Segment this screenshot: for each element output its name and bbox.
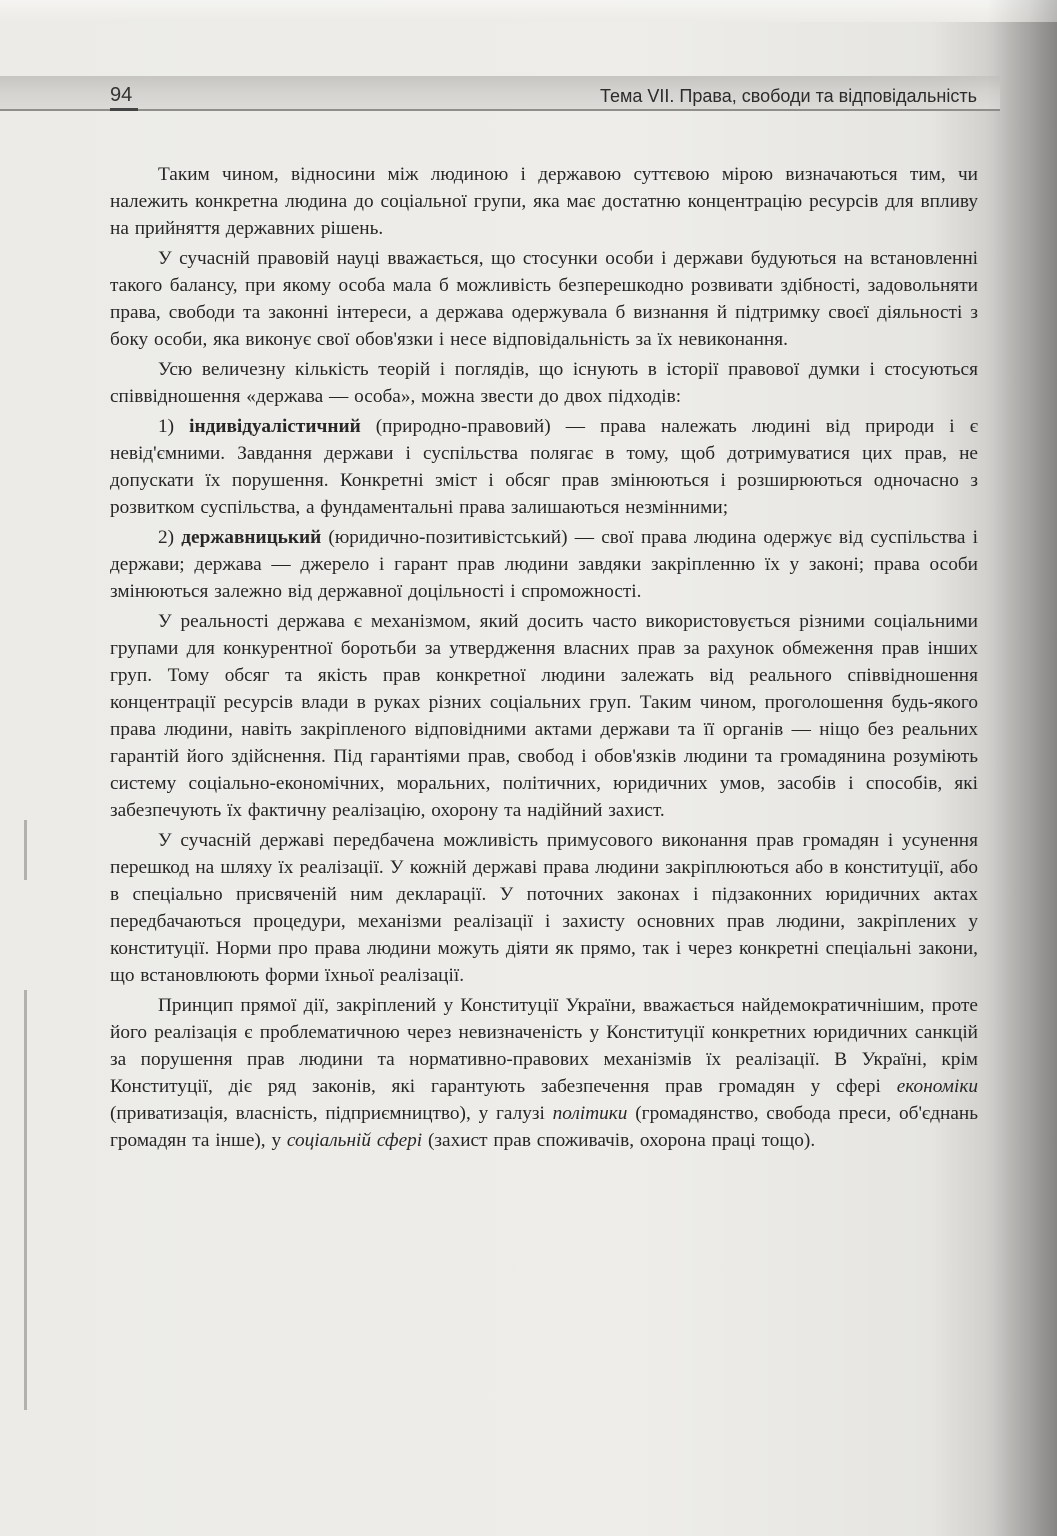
paragraph-7: У сучасній державі передбачена можливість примусового виконання прав громадян і усунення перешкод на шляху їх реалізації. У кожній державі права людини закріплюються або в конституції, або в спеціально присвяченій ним декларації. У поточних законах і підзаконних юридичних актах передбачаються процедури, механізми реалізації і захисту основних прав людини, закріплених у конституції. Норми про права людини можуть діяти як прямо, так і через конкретні спеціальні закони, що встановлюють форми їхньої реалізації. xyxy=(110,830,978,986)
term-economy: економіки xyxy=(896,1076,978,1097)
paragraph-approach-1 xyxy=(110,413,978,521)
paragraph-2: У сучасній правовій науці вважається, що стосунки особи і держави будуються на встановленні такого балансу, при якому особа мала б можливість безперешкодно розвивати здібності, задовольняти права, свободи та законні інтереси, а держава одержувала б визнання й підтримку своєї діяльності з боку особи, яка виконує свої обов'язки і несе відповідальність за їх невиконання. xyxy=(110,248,978,350)
list-number: 2) xyxy=(158,527,175,548)
p8-text-c: (громадянство, свобода преси, об'єднань громадян та інше), у xyxy=(110,1103,978,1151)
p8-text-b: (приватизація, власність, підприємництво), у галузі xyxy=(110,1103,553,1124)
term-statist: державницький xyxy=(181,527,322,548)
header-rule xyxy=(0,109,1000,111)
list-number: 1) xyxy=(158,416,175,437)
paragraph-1: Таким чином, відносини між людиною і державою суттєвою мірою визначаються тим, чи належить конкретна людина до соціальної групи, яка має достатню концентрацію ресурсів для впливу на прийняття державних рішень. xyxy=(110,164,978,239)
binding-mark xyxy=(24,990,27,1410)
page-number-underline xyxy=(110,108,138,111)
page-top-edge xyxy=(0,0,1057,22)
paragraph-6: У реальності держава є механізмом, який досить часто використовується різними соціальними групами для конкурентної боротьби за утвердження власних прав за рахунок обмеження прав інших груп. Тому обсяг та якість прав конкретної людини залежать від реального співвідношення концентрації ресурсів влади в руках різних соціальних груп. Таким чином, проголошення будь-якого права людини, навіть закріпленого відповідними актами держави та її органів — ніщо без реальних гарантій його здійснення. Під гарантіями прав, свобод і обов'язків людини та громадянина розуміють систему соціально-економічних, моральних, політичних, юридичних умов, засобів і способів, які забезпечують їх фактичну реалізацію, охорону та надійний захист. xyxy=(110,611,978,821)
p8-text-a: Принцип прямої дії, закріплений у Конституції України, вважається найдемократичнішим, проте його реалізація є проблематичною через невизначеність у Конституції конкретних юридичних санкцій за порушення прав людини та нормативно-правових механізмів їх реалізації. В Україні, крім Конституції, діє ряд законів, які гарантують забезпечення прав громадян у сфері xyxy=(110,995,978,1097)
approach-1-text: (природно-правовий) — права належать людині від природи і є невід'ємними. Завдання держави і суспільства полягає в тому, щоб дотримуватися цих прав, не допускати їх порушення. Конкретні зміст і обсяг прав змінюються і розширюються одночасно з розвитком суспільства, а фундаментальні права залишаються незмінними; xyxy=(110,416,978,518)
paragraph-3: Усю величезну кількість теорій і поглядів, що існують в історії правової думки і стосуються співвідношення «держава — особа», можна звести до двох підходів: xyxy=(110,359,978,407)
approach-2-text: (юридично-позитивістський) — свої права людина одержує від суспільства і держави; держава — джерело і гарант прав людини завдяки закріпленню їх у законі; права особи змінюються залежно від державної доцільності і спроможності. xyxy=(110,527,978,602)
paragraph-8 xyxy=(110,992,978,1154)
binding-mark xyxy=(24,820,27,880)
running-head: Тема VII. Права, свободи та відповідальність xyxy=(600,86,977,106)
term-individualistic: індивідуалістичний xyxy=(189,416,361,437)
term-social-sphere: соціальній сфері xyxy=(286,1130,423,1151)
body-text xyxy=(110,161,978,1157)
paragraph-approach-2 xyxy=(110,524,978,605)
gutter-shadow xyxy=(987,0,1057,1536)
p8-text-d: (захист прав споживачів, охорона праці тощо). xyxy=(422,1130,816,1151)
term-politics: політики xyxy=(552,1103,628,1124)
page-number: 94 xyxy=(110,84,133,106)
